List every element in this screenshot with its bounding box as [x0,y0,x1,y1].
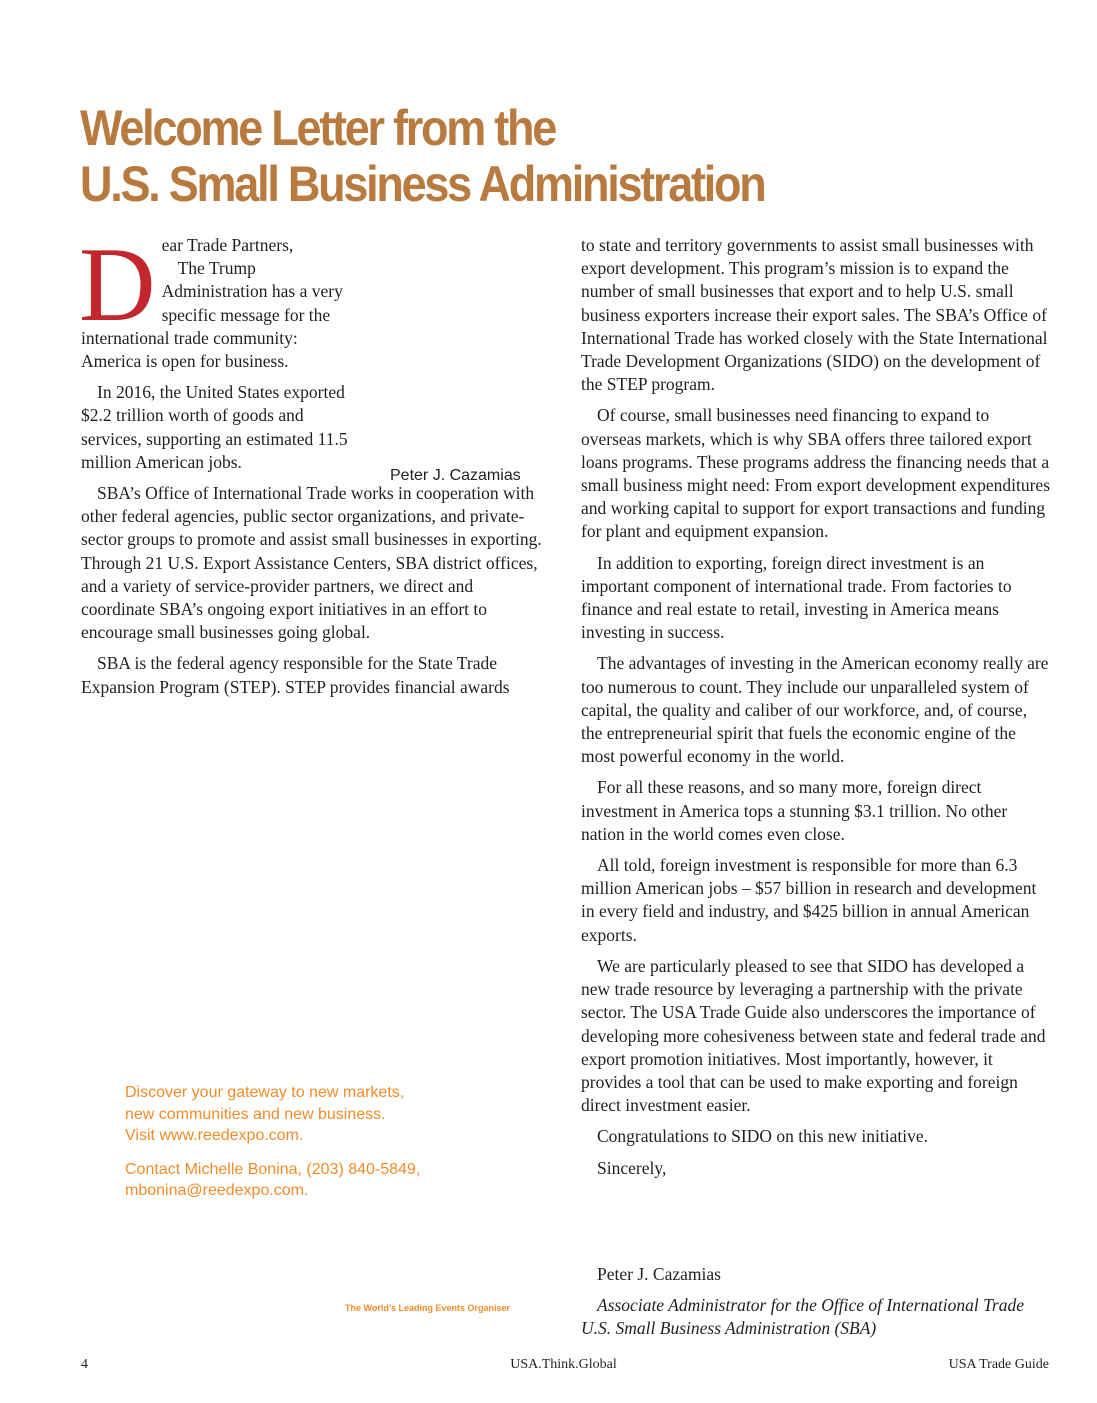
salutation: ear Trade Partners, [161,235,294,255]
signature-title-line-1: Associate Administrator for the Office of International Trade [597,1295,1024,1315]
promo-tagline: The World’s Leading Events Organiser [345,1303,511,1313]
letter-paragraph-4: SBA is the federal agency responsible for the State Trade Expansion Program (STEP). STEP provides financial awards [81,653,510,697]
reed-expo-ad [125,1082,505,1214]
letter-paragraph-1: The Trump Administration has a very specific message for the international trade community: America is open for business. [81,258,343,372]
footer-center-text: USA.Think.Global [510,1357,617,1372]
promo-line-2: new communities and new business. [125,1105,386,1123]
page-number: 4 [81,1357,88,1372]
letter-paragraph-4-continued: to state and territory governments to assist small businesses with export development. This program’s mission is to expand the number of small businesses that export and to help U.S. small business exporters increase their export sales. The SBA’s Office of International Trade has worked closely with the State International Trade Development Organizations (SIDO) on the development of the STEP program. [581,235,1048,395]
promo-text [125,1082,505,1147]
signature-title [581,1294,1051,1340]
letter-paragraph-11: Congratulations to SIDO on this new initiative. [597,1126,929,1147]
promo-contact-line-1: Contact Michelle Bonina, (203) 840-5849, [125,1160,421,1178]
promo-contact-line-2: mbonina@reedexpo.com. [125,1182,309,1199]
letter-paragraph-10: We are particularly pleased to see that SIDO has developed a new trade resource by leveraging a partnership with the private sector. The USA Trade Guide also underscores the importance of developing more cohesiveness between state and federal trade and export promotion initiatives. Most importantly, however, it provides a tool that can be used to make exporting and foreign direct investment easier. [581,955,1046,1116]
promo-line-1: Discover your gateway to new markets, [125,1084,405,1101]
promo-contact [125,1159,505,1202]
letter-paragraph-5: Of course, small businesses need financing to expand to overseas markets, which is why SBA offers three tailored export loans programs. These programs address the financing needs that a small business might need: From export development expenditures and working capital to support for export transactions and funding for plant and equipment expansion. [581,405,1051,542]
footer-publication-name: USA Trade Guide [948,1357,1049,1372]
letter-paragraph-7: The advantages of investing in the American economy really are too numerous to count. They include our unparalleled system of capital, the quality and caliber of our workforce, and, of course, the entrepreneurial spirit that fuels the economic engine of the most powerful economy in the world. [581,653,1049,767]
letter-paragraph-9: All told, foreign investment is responsible for more than 6.3 million American jobs – $57 billion in research and development in every field and industry, and $425 billion in annual American exports. [581,855,1037,945]
letter-intro [79,226,349,474]
page-title [80,100,890,212]
letter-paragraph-6: In addition to exporting, foreign direct investment is an important component of international trade. From factories to finance and real estate to retail, investing in America means investing in success. [581,552,1012,643]
promo-line-3: Visit www.reedexpo.com. [125,1127,304,1144]
letter-paragraph-3: SBA’s Office of International Trade works in cooperation with other federal agencies, public sector organizations, and private-sector groups to promote and assist small businesses in exporting. Through 21 U.S. Export Assistance Centers, SBA district offices, and a variety of service-provider partners, we direct and coordinate SBA’s ongoing export initiatives in an effort to encourage small businesses going global. [81,483,542,643]
signature-title-line-2: U.S. Small Business Administration (SBA) [581,1318,877,1339]
letter-right-column [581,234,1051,1188]
letter-paragraph-8: For all these reasons, and so many more, foreign direct investment in America tops a stunning $3.1 trillion. No other nation in the world comes even close. [581,777,1008,844]
page-title-line-1: Welcome Letter from the [80,100,556,156]
signature-name: Peter J. Cazamias [597,1264,721,1284]
letter-paragraph-2: In 2016, the United States exported $2.2 trillion worth of goods and services, supporting an estimated 11.5 million American jobs. [81,382,348,472]
letter-closing: Sincerely, [597,1157,667,1178]
photo-caption: Peter J. Cazamias [390,467,521,484]
drop-cap: D [79,226,156,343]
page-title-line-2: U.S. Small Business Administration [80,156,765,212]
